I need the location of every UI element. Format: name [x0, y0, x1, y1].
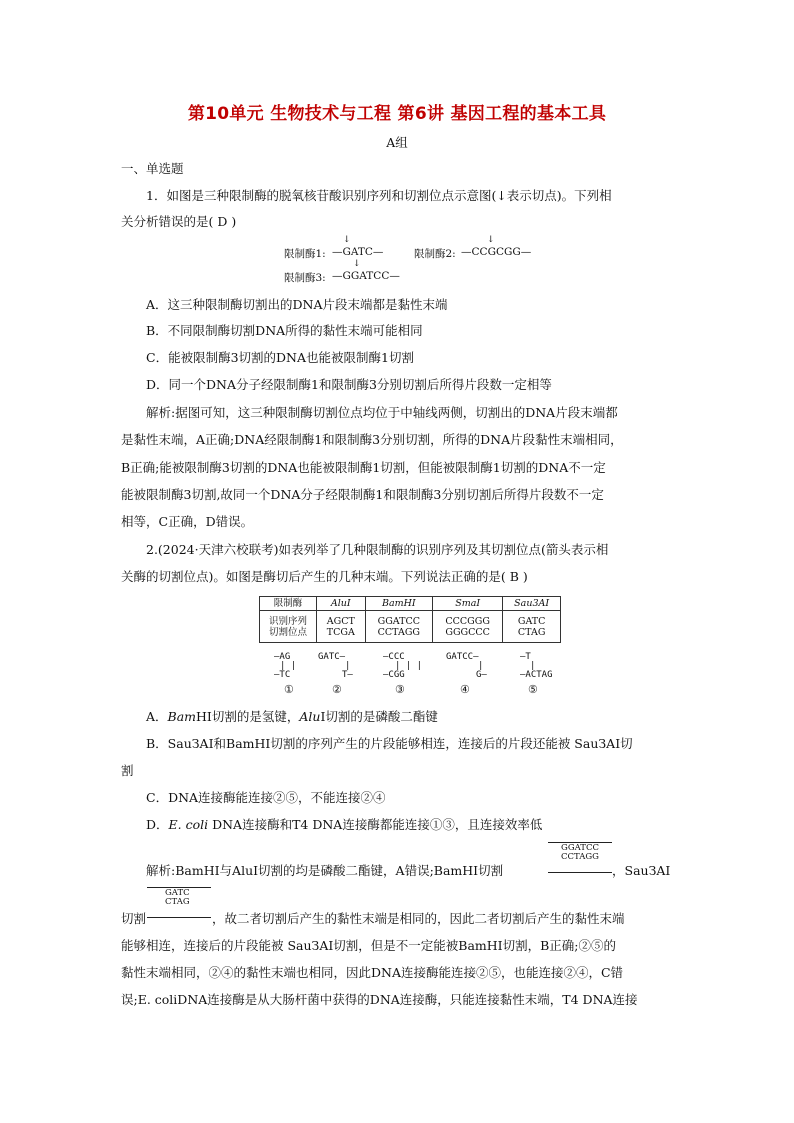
frac1 — [548, 842, 612, 873]
bamhi-top-strand: GGATCC — [377, 615, 421, 627]
option-d-text: DNA连接酶和T4 DNA连接酶都能连接①③，且连接效率低 — [208, 817, 543, 832]
q2-analysis-line3: 能够相连，连接后的片段能被 SauЗAⅠ切割，但是不一定能被BamHⅠ切割，B正确;②⑤的 — [121, 938, 617, 953]
end3-bottom: —CGG — [383, 670, 405, 680]
sau3ai-bottom-strand: CTAG — [517, 626, 546, 638]
q1-option-b: B．不同限制酶切割DNA所得的黏性末端可能相同 — [146, 323, 423, 338]
frac2 — [147, 887, 211, 918]
q1-option-c: C．能被限制酶3切割的DNA也能被限制酶1切割 — [146, 350, 414, 365]
q1-option-a: A．这三种限制酶切割出的DNA片段末端都是黏性末端 — [146, 297, 448, 312]
option-d-ecoli: E. coli — [168, 817, 209, 832]
frac1-underline — [548, 872, 612, 873]
table-cell-bamhi — [365, 611, 432, 643]
end3-number: ③ — [395, 683, 405, 696]
smai-top-strand: CCCGGG — [445, 615, 490, 627]
base-pair-lines: | — [530, 661, 536, 671]
option-a-text2: Ⅰ切割的是磷酸二酯键 — [320, 709, 438, 724]
q1-stem-line2: 关分析错误的是( D ) — [121, 214, 237, 229]
q2-analysis-line2b: ，故二者切割后产生的黏性末端是相同的，因此二者切割后产生的黏性末端 — [212, 911, 625, 926]
option-a-text1: HⅠ切割的是氢键， — [196, 709, 300, 724]
cut-arrow-icon: ↓ — [353, 259, 361, 269]
section-heading: 一、单选题 — [121, 161, 184, 176]
table-header-bamhi: BamHⅠ — [365, 597, 432, 611]
table-header-enzyme: 限制酶 — [260, 597, 317, 611]
q1-analysis-line5: 相等，C正确，D错误。 — [121, 514, 254, 529]
table-header-smai: SmaⅠ — [433, 597, 503, 611]
option-a-prefix: A． — [146, 709, 168, 724]
q1-stem-line1: 1．如图是三种限制酶的脱氧核苷酸识别序列和切割位点示意图(↓表示切点)。下列相 — [146, 188, 612, 203]
page-title: 第10单元 生物技术与工程 第6讲 基因工程的基本工具 — [187, 104, 607, 124]
frac2-top: GATC — [147, 887, 211, 898]
option-a-enzyme1: Bam — [167, 709, 197, 724]
end5-top: —T — [520, 652, 531, 662]
q2-analysis-line1a: 解析:BamHⅠ与AluⅠ切割的均是磷酸二酯键，A错误;BamHⅠ切割 — [146, 863, 504, 878]
enzyme2-label: 限制酶2: — [414, 248, 456, 260]
q2-stem-line1: 2.(2024·天津六校联考)如表列举了几种限制酶的识别序列及其切割位点(箭头表示相 — [146, 542, 609, 557]
table-row-label: 识别序列 切割位点 — [260, 611, 317, 643]
enzyme2-sequence: —CCGCGG— — [461, 246, 532, 258]
end3-top: —CCC — [383, 652, 405, 662]
smai-bottom-strand: GGGCCC — [445, 626, 490, 638]
q1-analysis-line3: B正确;能被限制酶3切割的DNA也能被限制酶1切割，但能被限制酶1切割的DNA不一定 — [121, 460, 606, 475]
enzyme3-sequence: —GGATCC— — [332, 270, 400, 282]
group-label: A组 — [386, 135, 408, 150]
alui-bottom-strand: TCGA — [326, 626, 355, 638]
end4-bottom: G— — [476, 670, 487, 680]
enzyme-table — [259, 596, 561, 643]
end1-top: —AG — [274, 652, 291, 662]
frac2-underline — [147, 917, 211, 918]
base-pair-lines: | — [345, 661, 351, 671]
q2-option-c: C．DNA连接酶能连接②⑤，不能连接②④ — [146, 790, 386, 805]
base-pair-lines: | | | — [395, 661, 423, 671]
q1-option-d: D．同一个DNA分子经限制酶1和限制酶3分别切割后所得片段数一定相等 — [146, 377, 552, 392]
table-cell-sau3ai — [503, 611, 561, 643]
sau3ai-top-strand: GATC — [517, 615, 546, 627]
enzyme1-sequence: —GATC— — [332, 246, 384, 258]
end5-number: ⑤ — [528, 683, 538, 696]
option-a-enzyme2: Alu — [299, 709, 321, 724]
frac1-bottom: CCTAGG — [561, 852, 599, 862]
end1-bottom: —TC — [274, 670, 291, 680]
q2-analysis-line1b: ，SauЗAⅠ — [612, 863, 671, 878]
enzyme3-label: 限制酶3: — [284, 272, 326, 284]
end5-bottom: —ACTAG — [520, 670, 553, 680]
q2-analysis-line4: 黏性末端相同，②④的黏性末端也相同，因此DNA连接酶能连接②⑤，也能连接②④，C错 — [121, 965, 624, 980]
q2-option-b-line2: 割 — [121, 763, 134, 778]
table-cell-smai — [433, 611, 503, 643]
q2-analysis-line5: 误;E. coliDNA连接酶是从大肠杆菌中获得的DNA连接酶，只能连接黏性末端，T4 DNA连接 — [121, 992, 638, 1007]
q2-stem-line2: 关酶的切割位点)。如图是酶切后产生的几种末端。下列说法正确的是( B ) — [121, 569, 528, 584]
q1-analysis-line1: 解析:据图可知，这三种限制酶切割位点均位于中轴线两侧，切割出的DNA片段末端都 — [146, 405, 618, 420]
frac2-bottom: CTAG — [165, 897, 190, 907]
end4-number: ④ — [460, 683, 470, 696]
end2-bottom: T— — [342, 670, 353, 680]
frac1-top: GGATCC — [548, 842, 612, 853]
table-header-sau3ai: Sau3AⅠ — [503, 597, 561, 611]
q1-analysis-line2: 是黏性末端，A正确;DNA经限制酶1和限制酶3分别切割，所得的DNA片段黏性末端相同， — [121, 432, 623, 447]
end2-number: ② — [332, 683, 342, 696]
bamhi-bottom-strand: CCTAGG — [377, 626, 421, 638]
base-pair-lines: | | — [280, 661, 297, 671]
end4-top: GATCC— — [446, 652, 479, 662]
q1-analysis-line4: 能被限制酶3切割,故同一个DNA分子经限制酶1和限制酶3分别切割后所得片段数不一定 — [121, 487, 604, 502]
alui-top-strand: AGCT — [326, 615, 355, 627]
enzyme1-label: 限制酶1: — [284, 248, 326, 260]
cut-arrow-icon: ↓ — [487, 235, 495, 245]
base-pair-lines: | — [478, 661, 484, 671]
end1-number: ① — [284, 683, 294, 696]
table-cell-alui — [317, 611, 366, 643]
q2-option-d — [146, 816, 542, 834]
q2-analysis-line2a: 切割 — [121, 911, 147, 926]
q2-option-a — [146, 708, 438, 726]
option-d-prefix: D． — [146, 817, 169, 832]
table-header-alui: AluⅠ — [317, 597, 366, 611]
end2-top: GATC— — [318, 652, 346, 662]
q2-option-b-line1: B．SauЗAⅠ和BamHⅠ切割的序列产生的片段能够相连，连接后的片段还能被 SauЗAⅠ切 — [146, 736, 633, 751]
cut-arrow-icon: ↓ — [343, 235, 351, 245]
